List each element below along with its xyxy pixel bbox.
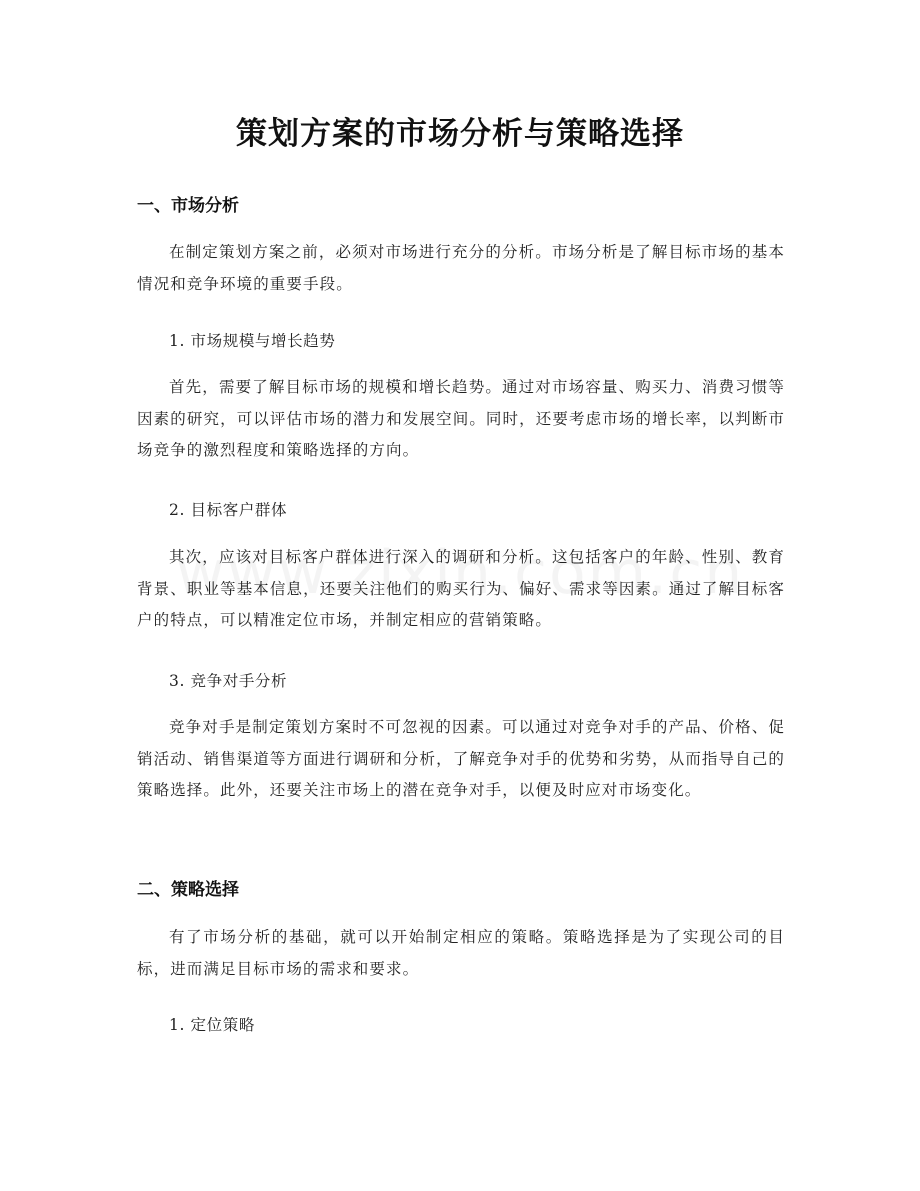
section1-intro-paragraph: 在制定策划方案之前，必须对市场进行充分的分析。市场分析是了解目标市场的基本情况和竞争环境的重要手段。 bbox=[137, 243, 785, 293]
competitor-analysis-paragraph: 竞争对手是制定策划方案时不可忽视的因素。可以通过对竞争对手的产品、价格、促销活动、销售渠道等方面进行调研和分析，了解竞争对手的优势和劣势，从而指导自己的策略选择。此外，还要关注市场上的潜在竞争对手，以便及时应对市场变化。 bbox=[137, 718, 785, 799]
subheading-positioning-strategy: 1. 定位策略 bbox=[169, 1016, 255, 1034]
subheading-target-customers: 2. 目标客户群体 bbox=[169, 501, 288, 519]
section2-intro-paragraph: 有了市场分析的基础，就可以开始制定相应的策略。策略选择是为了实现公司的目标，进而满足目标市场的需求和要求。 bbox=[137, 928, 785, 978]
section-heading-market-analysis: 一、市场分析 bbox=[137, 196, 239, 216]
market-size-paragraph: 首先，需要了解目标市场的规模和增长趋势。通过对市场容量、购买力、消费习惯等因素的研究，可以评估市场的潜力和发展空间。同时，还要考虑市场的增长率，以判断市场竞争的激烈程度和策略选择的方向。 bbox=[137, 378, 785, 459]
section-heading-strategy-selection: 二、策略选择 bbox=[137, 880, 239, 900]
document-title: 策划方案的市场分析与策略选择 bbox=[236, 116, 684, 152]
subheading-competitor-analysis: 3. 竞争对手分析 bbox=[169, 672, 288, 690]
target-customers-paragraph: 其次，应该对目标客户群体进行深入的调研和分析。这包括客户的年龄、性别、教育背景、职业等基本信息，还要关注他们的购买行为、偏好、需求等因素。通过了解目标客户的特点，可以精准定位市场，并制定相应的营销策略。 bbox=[137, 548, 785, 629]
subheading-market-size: 1. 市场规模与增长趋势 bbox=[169, 332, 336, 350]
